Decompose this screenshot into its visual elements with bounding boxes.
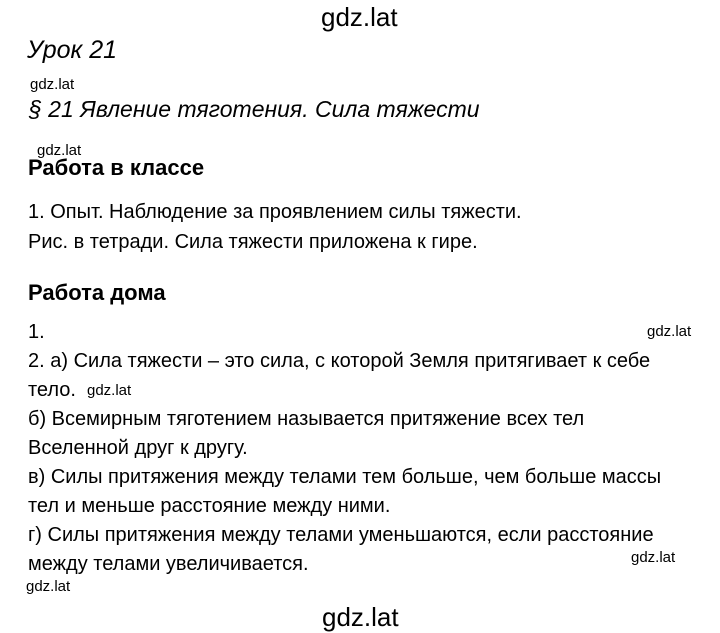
class-work-line-2: Рис. в тетради. Сила тяжести приложена к гире. — [28, 231, 478, 253]
home-work-line-1: 1. — [28, 321, 45, 343]
watermark-left-2: gdz.lat — [37, 142, 82, 159]
watermark-left-3: gdz.lat — [26, 578, 71, 595]
home-work-line-4: б) Всемирным тяготением называется притяжение всех тел — [28, 408, 585, 430]
watermark-right-1: gdz.lat — [647, 323, 692, 340]
home-work-line-9: между телами увеличивается. — [28, 553, 309, 575]
watermark-left-1: gdz.lat — [30, 76, 75, 93]
home-work-heading: Работа дома — [28, 280, 166, 305]
section-title: § 21 Явление тяготения. Сила тяжести — [29, 96, 480, 122]
watermark-right-2: gdz.lat — [631, 549, 676, 566]
home-work-line-6: в) Силы притяжения между телами тем больше, чем больше массы — [28, 466, 662, 488]
class-work-line-1: 1. Опыт. Наблюдение за проявлением силы тяжести. — [28, 201, 522, 223]
home-work-line-3: тело. — [28, 379, 76, 401]
class-work-heading: Работа в классе — [28, 155, 205, 180]
home-work-line-5: Вселенной друг к другу. — [28, 437, 248, 459]
home-work-line-8: г) Силы притяжения между телами уменьшаются, если расстояние — [28, 524, 654, 546]
watermark-top: gdz.lat — [321, 2, 398, 32]
lesson-title: Урок 21 — [27, 36, 118, 64]
watermark-mid: gdz.lat — [87, 382, 132, 399]
home-work-line-2: 2. а) Сила тяжести – это сила, с которой Земля притягивает к себе — [28, 350, 651, 372]
watermark-bottom: gdz.lat — [322, 602, 399, 632]
home-work-line-7: тел и меньше расстояние между ними. — [28, 495, 391, 517]
